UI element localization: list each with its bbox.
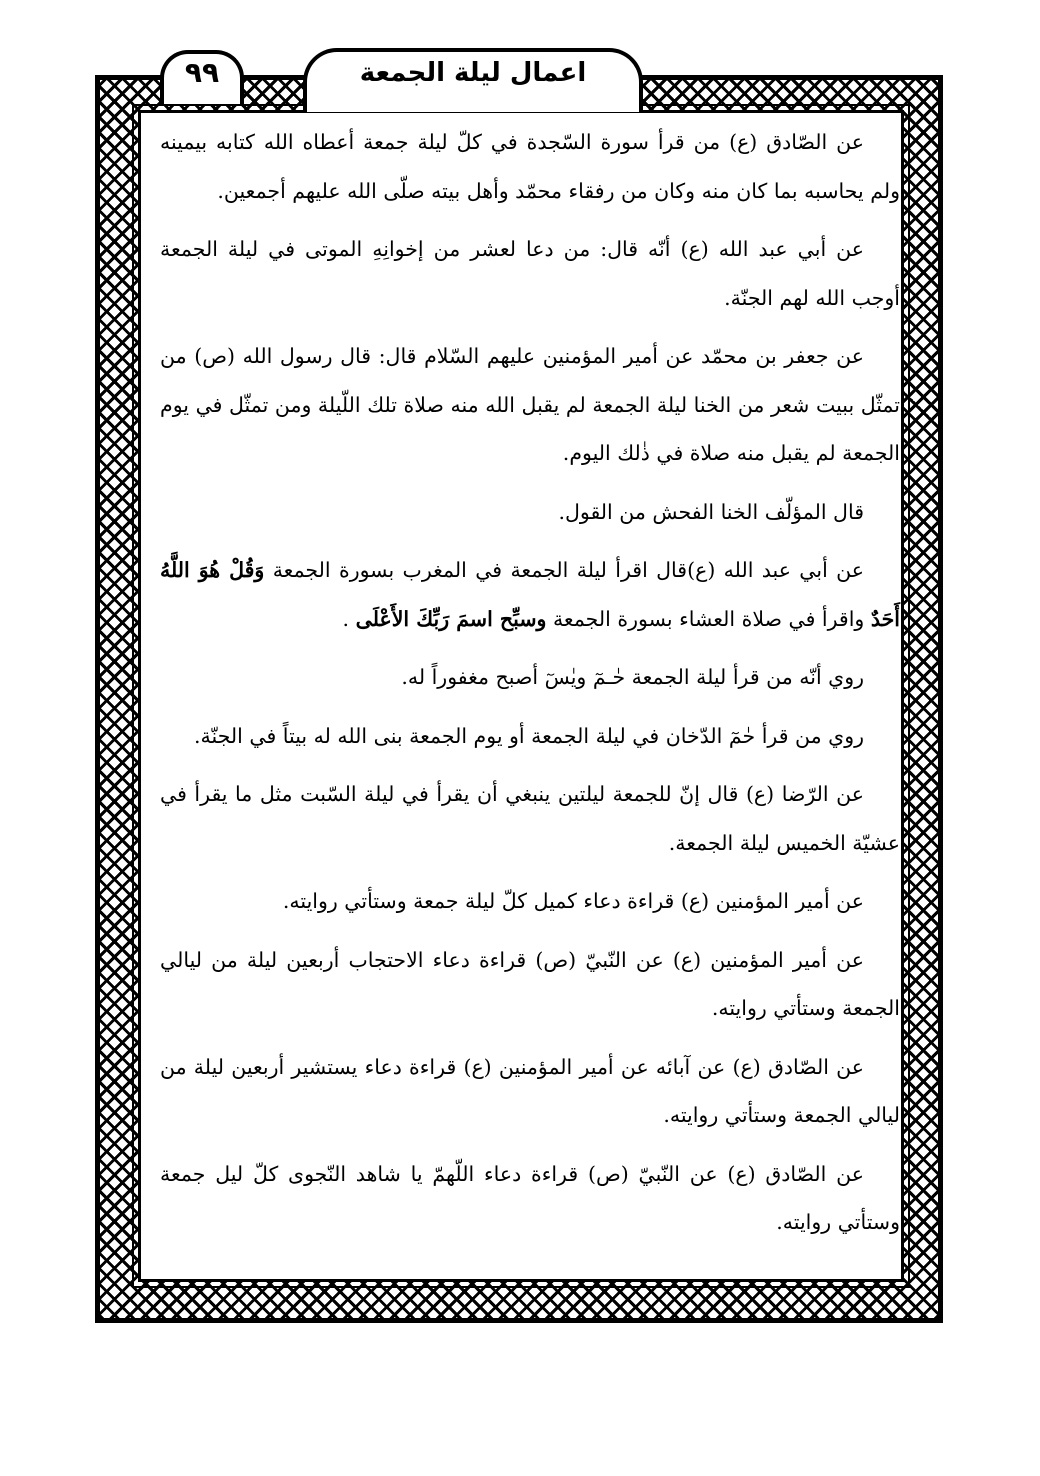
- paragraph-5: عن أبي عبد الله (ع)قال اقرأ ليلة الجمعة في المغرب بسورة الجمعة وَقُلْ هُوَ اللَّهُ أَحَدٌ واقرأ في صلاة العشاء بسورة الجمعة وسبِّح اسمَ رَبِّكَ الأَعْلَى .: [160, 558, 900, 631]
- page-title: اعمال ليلة الجمعة: [359, 58, 587, 88]
- paragraph-7: روي من قرأ حٰمٓ الدّخان في ليلة الجمعة أو يوم الجمعة بنى الله له بيتاً في الجنّة.: [194, 723, 864, 748]
- paragraph-11: عن الصّادق (ع) عن آبائه عن أمير المؤمنين (ع) قراءة دعاء يستشير أربعين ليلة من ليالي الجمعة وستأتي روايته.: [160, 1054, 900, 1127]
- paragraph-9: عن أمير المؤمنين (ع) قراءة دعاء كميل كلّ ليلة جمعة وستأتي روايته.: [282, 889, 864, 913]
- paragraph-10: عن أمير المؤمنين (ع) عن النّبيّ (ص) قراءة دعاء الاحتجاب أربعين ليلة من ليالي الجمعة وستأتي روايته.: [160, 947, 900, 1020]
- paragraph-12: عن الصّادق (ع) عن النّبيّ (ص) قراءة دعاء اللّهمّ يا شاهد النّجوى كلّ ليل جمعة وستأتي روايته.: [160, 1161, 900, 1234]
- paragraph-3: عن جعفر بن محمّد عن أمير المؤمنين عليهم السّلام قال: قال رسول الله (ص) من تمثّل ببيت شعر من الخنا ليلة الجمعة لم يقبل الله منه صلاة تلك اللّيلة ومن تمثّل في يوم الجمعة لم يقبل منه صلاة في ذٰلك اليوم.: [160, 344, 900, 465]
- quran-verse-2: وسبِّح اسمَ رَبِّكَ الأَعْلَى: [355, 606, 547, 631]
- paragraph-6: روي أنّه من قرأ ليلة الجمعة حٰـمٓ ويٰسٓ أصبح مغفوراً له.: [401, 665, 864, 689]
- quran-verse-1: وَقُلْ هُوَ اللَّهُ أَحَدٌ: [160, 558, 900, 631]
- paragraph-8: عن الرّضا (ع) قال إنّ للجمعة ليلتين ينبغي أن يقرأ في ليلة السّبت مثل ما يقرأ في عشيّة الخميس ليلة الجمعة.: [160, 782, 900, 855]
- paragraph-4: قال المؤلّف الخنا الفحش من القول.: [558, 499, 864, 524]
- paragraph-1: عن الصّادق (ع) من قرأ سورة السّجدة في كلّ ليلة جمعة أعطاه الله كتابه بيمينه ولم يحاسبه بما كان منه وكان من رفقاء محمّد وأهل بيته صلّى الله عليهم أجمعين.: [160, 130, 900, 203]
- page-number: ٩٩: [184, 56, 220, 89]
- page-content: [160, 118, 900, 1257]
- paragraph-2: عن أبي عبد الله (ع) أنّه قال: من دعا لعشر من إخوانِهِ الموتى في ليلة الجمعة أوجب الله لهم الجنّة.: [160, 237, 900, 310]
